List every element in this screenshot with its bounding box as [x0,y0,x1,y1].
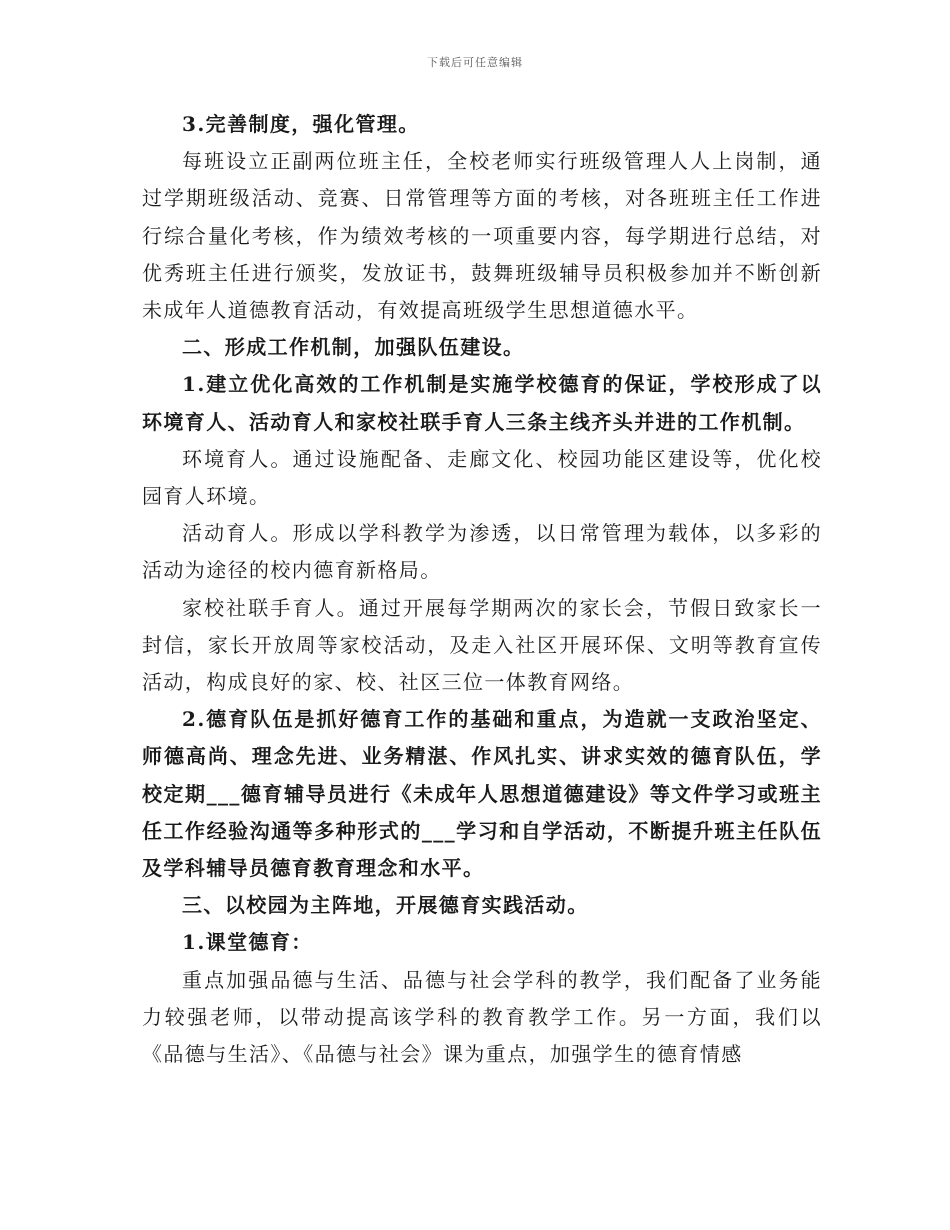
paragraph-body: 家校社联手育人。通过开展每学期两次的家长会，节假日致家长一封信，家长开放周等家校活动，及走入社区开展环保、文明等教育宣传活动，构成良好的家、校、社区三位一体教育网络。 [142,595,822,695]
document-body [142,106,822,1073]
section-heading-2: 二、形成工作机制，加强队伍建设。 [182,335,525,360]
page-header-note: 下载后可任意编辑 [427,56,523,69]
paragraph-heading-3: 3.完善制度，强化管理。 [182,112,420,136]
paragraph-body: 环境育人。通过设施配备、走廊文化、校园功能区建设等，优化校园育人环境。 [142,446,822,509]
paragraph-body: 重点加强品德与生活、品德与社会学科的教学，我们配备了业务能力较强老师，以带动提高该学科的教育教学工作。另一方面，我们以《品德与生活》、《品德与社会》课为重点，加强学生的德育情感 [142,967,822,1067]
paragraph-body: 活动育人。形成以学科教学为渗透，以日常管理为载体，以多彩的活动为途径的校内德育新格局。 [142,521,822,583]
paragraph-body: 每班设立正副两位班主任，全校老师实行班级管理人人上岗制，通过学期班级活动、竞赛、日常管理等方面的考核，对各班班主任工作进行综合量化考核，作为绩效考核的一项重要内容，每学期进行总结，对优秀班主任进行颁奖，发放证书，鼓舞班级辅导员积极参加并不断创新未成年人道德教育活动，有效提高班级学生思想道德水平。 [142,149,822,323]
paragraph-heading-classroom: 1.课堂德育： [182,930,313,955]
paragraph-heading-2: 2.德育队伍是抓好德育工作的基础和重点，为造就一支政治坚定、师德高尚、理念先进、业务精湛、作风扎实、讲求实效的德育队伍，学校定期___德育辅导员进行《未成年人思想道德建设》等文件学习或班主任工作经验沟通等多种形式的___学习和自学活动，不断提升班主任队伍及学科辅导员德育教育理念和水平。 [142,707,822,881]
section-heading-3: 三、以校园为主阵地，开展德育实践活动。 [182,893,589,918]
paragraph-heading-1: 1.建立优化高效的工作机制是实施学校德育的保证，学校形成了以环境育人、活动育人和家校社联手育人三条主线齐头并进的工作机制。 [142,372,822,434]
